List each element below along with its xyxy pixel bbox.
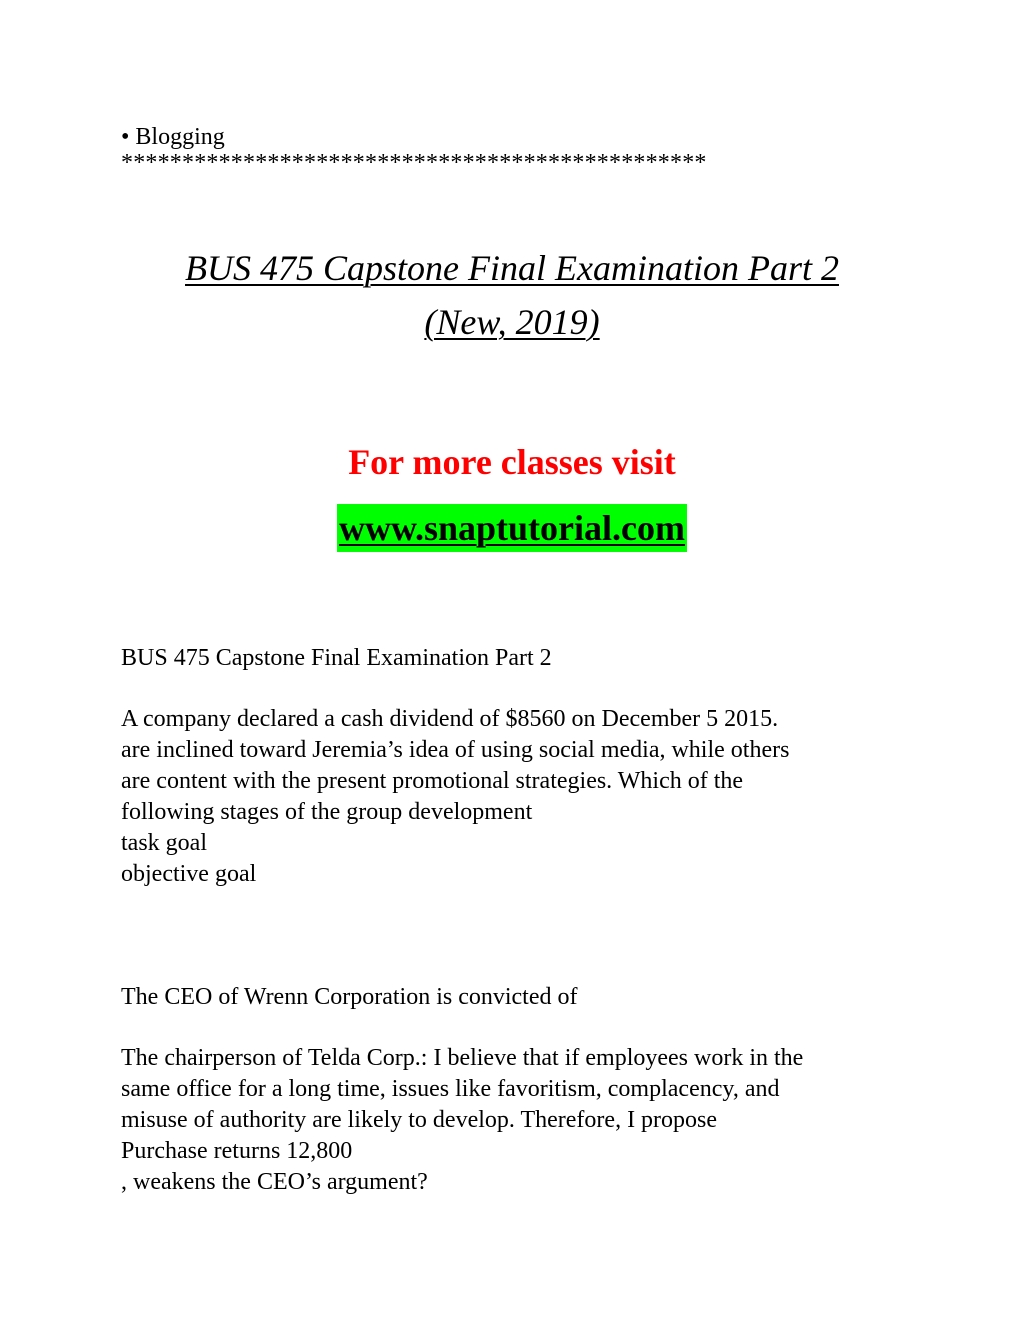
promo-link-container bbox=[0, 504, 1024, 552]
paragraph-line: The chairperson of Telda Corp.: I believe that if employees work in the bbox=[121, 1045, 804, 1071]
bullet-item: • Blogging bbox=[121, 124, 225, 150]
paragraph-line: misuse of authority are likely to develop. Therefore, I propose bbox=[121, 1107, 718, 1133]
paragraph-line: objective goal bbox=[121, 861, 257, 887]
separator-stars: ************************************************ bbox=[121, 150, 707, 176]
website-link[interactable]: www.snaptutorial.com bbox=[337, 504, 687, 552]
paragraph-line: , weakens the CEO’s argument? bbox=[121, 1169, 428, 1195]
paragraph-line: task goal bbox=[121, 830, 207, 856]
paragraph-line: The CEO of Wrenn Corporation is convicted of bbox=[121, 984, 578, 1010]
document-title-year: (New, 2019) bbox=[424, 302, 600, 342]
section-subtitle: BUS 475 Capstone Final Examination Part 2 bbox=[121, 645, 552, 671]
promo-text: For more classes visit bbox=[348, 442, 676, 482]
paragraph-line: same office for a long time, issues like favoritism, complacency, and bbox=[121, 1076, 780, 1102]
document-title: BUS 475 Capstone Final Examination Part 2 bbox=[185, 248, 839, 288]
paragraph-line: are inclined toward Jeremia’s idea of using social media, while others bbox=[121, 737, 790, 763]
paragraph-line: following stages of the group development bbox=[121, 799, 533, 825]
paragraph-line: Purchase returns 12,800 bbox=[121, 1138, 353, 1164]
paragraph-line: A company declared a cash dividend of $8560 on December 5 2015. bbox=[121, 706, 779, 732]
paragraph-line: are content with the present promotional strategies. Which of the bbox=[121, 768, 744, 794]
